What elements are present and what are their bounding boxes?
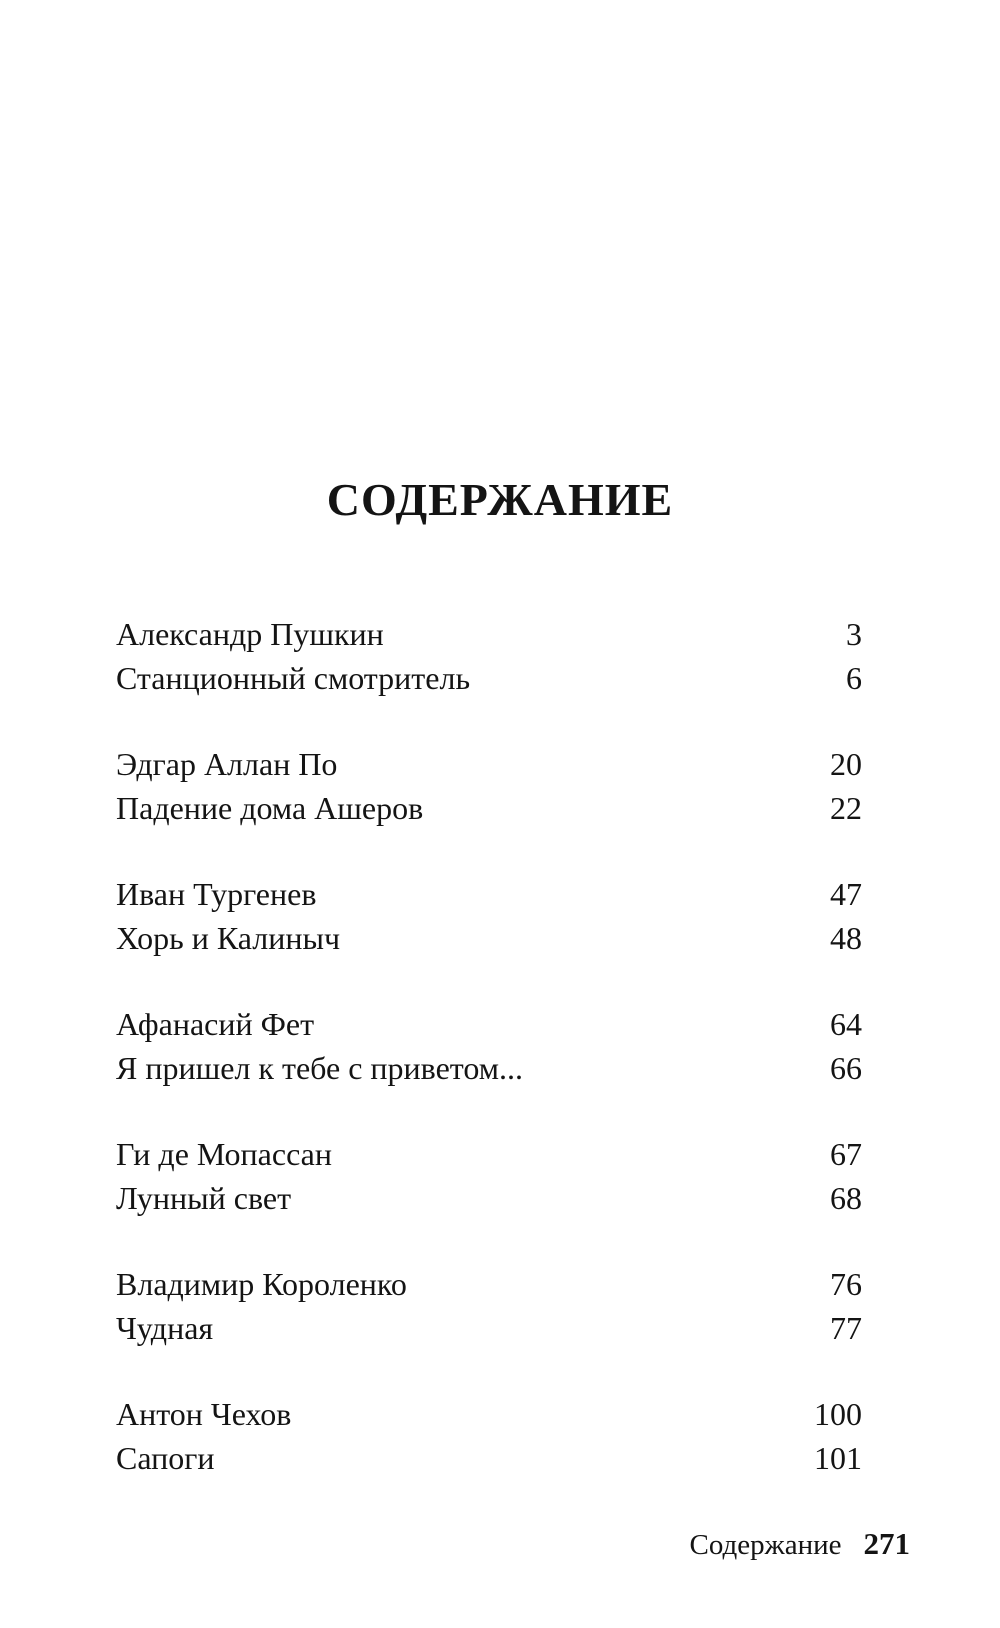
work-title: Чудная (116, 1310, 214, 1346)
toc-group (116, 612, 862, 700)
page-number: 3 (846, 616, 862, 652)
work-title: Лунный свет (116, 1180, 292, 1216)
page-number: 67 (830, 1136, 862, 1172)
page-number: 76 (830, 1266, 862, 1302)
table-of-contents (116, 612, 862, 1522)
work-title: Падение дома Ашеров (116, 790, 424, 826)
toc-author-row[interactable] (116, 612, 862, 656)
page-title: СОДЕРЖАНИЕ (326, 474, 674, 525)
toc-author-row[interactable] (116, 742, 862, 786)
page-number: 101 (814, 1440, 862, 1476)
author-name: Антон Чехов (116, 1396, 292, 1432)
author-name: Афанасий Фет (116, 1006, 315, 1042)
toc-author-row[interactable] (116, 872, 862, 916)
toc-group (116, 872, 862, 960)
author-name: Александр Пушкин (116, 616, 384, 652)
toc-author-row[interactable] (116, 1002, 862, 1046)
toc-group (116, 742, 862, 830)
work-title: Хорь и Калиныч (116, 920, 341, 956)
toc-group (116, 1002, 862, 1090)
toc-group (116, 1262, 862, 1350)
toc-work-row[interactable] (116, 786, 862, 830)
page-number: 48 (830, 920, 862, 956)
toc-work-row[interactable] (116, 656, 862, 700)
work-title: Я пришел к тебе с приветом... (116, 1050, 523, 1086)
footer-section-label: Содержание (689, 1529, 842, 1561)
author-name: Ги де Мопассан (116, 1136, 332, 1172)
page-number: 22 (830, 790, 862, 826)
toc-group (116, 1132, 862, 1220)
toc-work-row[interactable] (116, 1176, 862, 1220)
page-number: 20 (830, 746, 862, 782)
page-number: 100 (814, 1396, 862, 1432)
page-number: 47 (830, 876, 862, 912)
page-number: 68 (830, 1180, 862, 1216)
footer-page-number: 271 (863, 1526, 910, 1561)
page-number: 6 (846, 660, 862, 696)
page-number: 64 (830, 1006, 862, 1042)
toc-work-row[interactable] (116, 1306, 862, 1350)
toc-work-row[interactable] (116, 1436, 862, 1480)
author-name: Владимир Короленко (116, 1266, 407, 1302)
work-title: Сапоги (116, 1440, 215, 1476)
running-footer (690, 1526, 910, 1562)
author-name: Эдгар Аллан По (116, 746, 338, 782)
toc-author-row[interactable] (116, 1262, 862, 1306)
toc-work-row[interactable] (116, 916, 862, 960)
toc-work-row[interactable] (116, 1046, 862, 1090)
toc-author-row[interactable] (116, 1392, 862, 1436)
toc-group (116, 1392, 862, 1480)
page-number: 77 (830, 1310, 862, 1346)
toc-author-row[interactable] (116, 1132, 862, 1176)
author-name: Иван Тургенев (116, 876, 317, 912)
work-title: Станционный смотритель (116, 660, 471, 696)
page-number: 66 (830, 1050, 862, 1086)
